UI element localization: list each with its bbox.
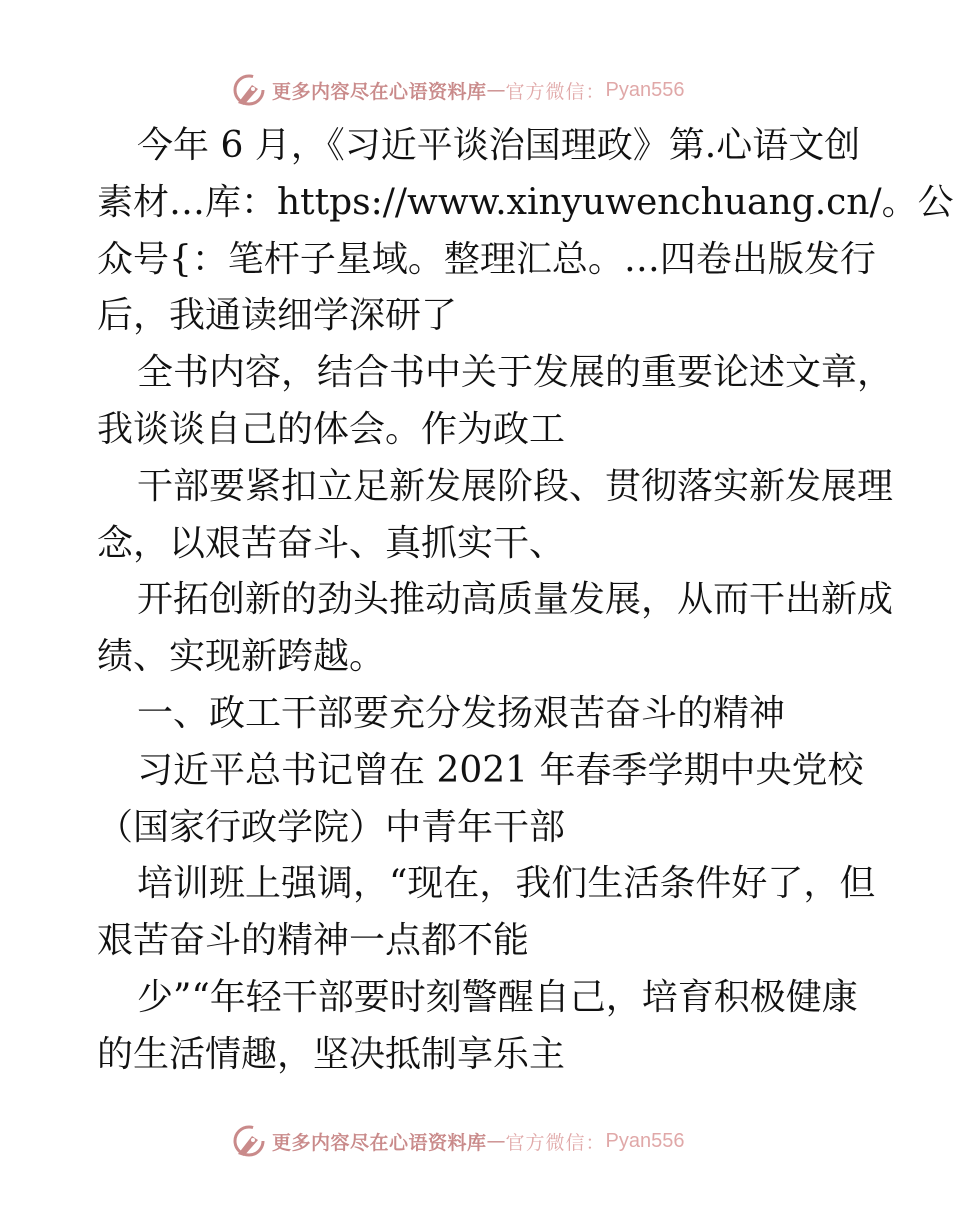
text-line: 开拓创新的劲头推动高质量发展，从而干出新成	[137, 579, 894, 621]
text-line: 念，以艰苦奋斗、真抓实干、	[97, 522, 566, 564]
text-line: 绩、实现新跨越。	[97, 636, 386, 678]
text-line: 我谈谈自己的体会。作为政工	[97, 408, 566, 450]
footer-watermark	[232, 1123, 685, 1159]
watermark-wechat-id: Pyan556	[605, 78, 685, 101]
watermark-title: 更多内容尽在心语资料库	[272, 1131, 487, 1154]
text-line: 后，我通读细学深研了	[97, 295, 458, 337]
text-line: 众号{：笔杆子星域。整理汇总。…四卷出版发行	[97, 238, 876, 280]
section-heading: 一、政工干部要充分发扬艰苦奋斗的精神	[137, 692, 786, 734]
document-body	[97, 118, 954, 1084]
watermark-wechat-label: 官方微信：	[505, 80, 606, 103]
pen-nib-logo-icon	[232, 1124, 266, 1158]
text-line: 培训班上强调，“现在，我们生活条件好了，但	[137, 863, 876, 905]
pen-nib-logo-icon	[232, 73, 266, 107]
watermark-wechat-id: Pyan556	[605, 1129, 685, 1152]
text-line: 干部要紧扣立足新发展阶段、贯彻落实新发展理	[137, 465, 894, 507]
text-line: 习近平总书记曾在 2021 年春季学期中央党校	[137, 749, 864, 791]
text-line: 今年 6 月，《习近平谈治国理政》第.心语文创	[137, 125, 861, 166]
text-line: 素材…库：https://www.xinyuwenchuang.cn/。公	[97, 181, 954, 223]
text-line: 全书内容，结合书中关于发展的重要论述文章，	[137, 352, 894, 394]
watermark-title: 更多内容尽在心语资料库	[272, 80, 487, 103]
text-line: 艰苦奋斗的精神一点都不能	[97, 920, 530, 962]
watermark-dash: —	[486, 1130, 506, 1152]
text-line: 的生活情趣，坚决抵制享乐主	[97, 1033, 566, 1075]
watermark-wechat-label: 官方微信：	[505, 1131, 606, 1154]
watermark-dash: —	[486, 79, 506, 101]
text-line: 少”“年轻干部要时刻警醒自己，培育积极健康	[137, 976, 858, 1018]
header-watermark	[232, 72, 685, 108]
text-line: （国家行政学院）中青年干部	[97, 806, 566, 848]
